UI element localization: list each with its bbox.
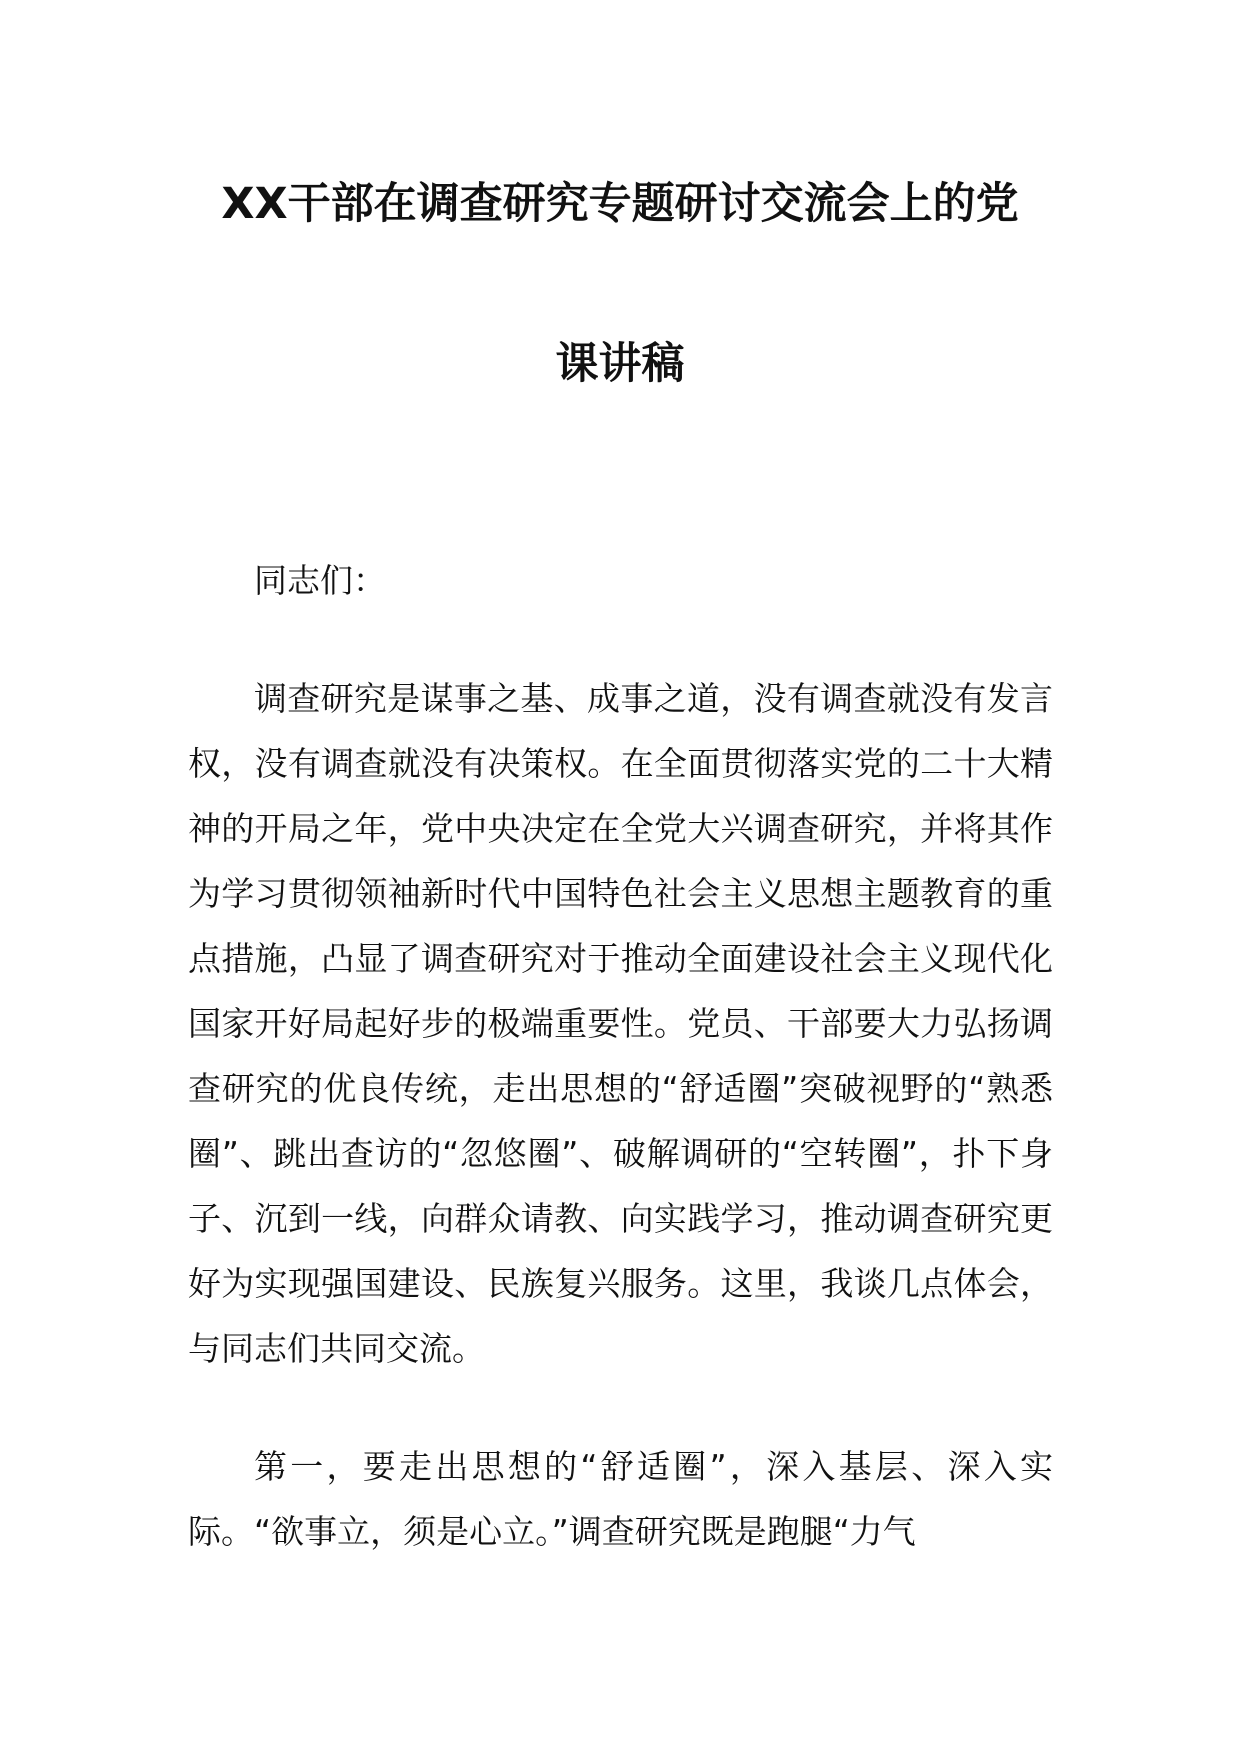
- paragraph-intro: 调查研究是谋事之基、成事之道，没有调查就没有发言权，没有调查就没有决策权。在全面贯彻落实党的二十大精神的开局之年，党中央决定在全党大兴调查研究，并将其作为学习贯彻领袖新时代中国特色社会主义思想主题教育的重点措施，凸显了调查研究对于推动全面建设社会主义现代化国家开好局起好步的极端重要性。党员、干部要大力弘扬调查研究的优良传统，走出思想的“舒适圈”突破视野的“熟悉圈”、跳出查访的“忽悠圈”、破解调研的“空转圈”，扑下身子、沉到一线，向群众请教、向实践学习，推动调查研究更好为实现强国建设、民族复兴服务。这里，我谈几点体会，与同志们共同交流。: [188, 679, 1053, 1368]
- title-line-1: XX干部在调查研究专题研讨交流会上的党: [221, 179, 1019, 229]
- document-body: [188, 548, 1053, 1564]
- salutation: 同志们：: [254, 561, 386, 600]
- title-line-2: 课讲稿: [555, 339, 685, 389]
- document-title: [150, 178, 1090, 390]
- paragraph-first-point: 第一，要走出思想的“舒适圈”，深入基层、深入实际。“欲事立，须是心立。”调查研究既是跑腿“力气: [188, 1447, 1053, 1551]
